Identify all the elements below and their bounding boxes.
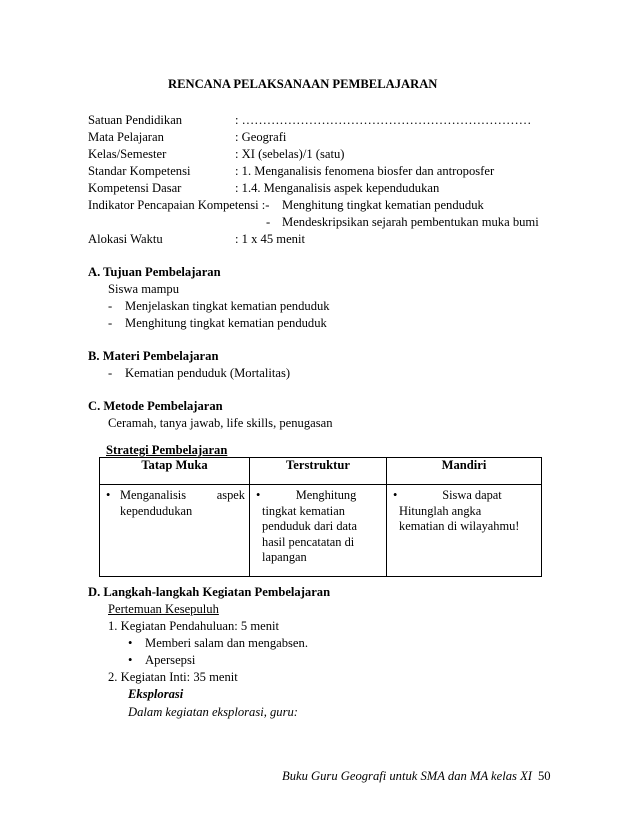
- identity-value: : 1.4. Menganalisis aspek kependudukan: [235, 181, 440, 195]
- table-row: [100, 485, 542, 577]
- pertemuan-title: Pertemuan Kesepuluh: [108, 602, 219, 616]
- list-item: Menjelaskan tingkat kematian penduduk: [125, 299, 330, 313]
- list-item: Memberi salam dan mengabsen.: [145, 636, 308, 650]
- bullet-icon: •: [128, 636, 133, 650]
- eksplorasi-text: Dalam kegiatan eksplorasi, guru:: [128, 705, 298, 719]
- list-item: Kematian penduduk (Mortalitas): [125, 366, 291, 380]
- alokasi-label: Alokasi Waktu: [88, 232, 163, 246]
- cell-line: kependudukan: [120, 503, 193, 518]
- cell-line: Menghitung: [295, 488, 357, 502]
- identity-label: Satuan Pendidikan: [88, 113, 183, 127]
- table-header-row: [100, 458, 542, 485]
- identity-value: : 1. Menganalisis fenomena biosfer dan antroposfer: [235, 164, 495, 178]
- eksplorasi-heading: Eksplorasi: [128, 687, 184, 701]
- indikator-dash: -: [266, 215, 271, 229]
- bullet-icon: •: [393, 488, 398, 502]
- cell-line: Menganalisis aspek: [120, 488, 245, 502]
- section-c-heading: C. Metode Pembelajaran: [88, 399, 223, 413]
- identity-value: : Geografi: [235, 130, 287, 144]
- section-c-text: Ceramah, tanya jawab, life skills, penugasan: [108, 416, 333, 430]
- identity-value: : XI (sebelas)/1 (satu): [235, 147, 345, 161]
- column-header: Mandiri: [387, 458, 542, 485]
- section-a-intro: Siswa mampu: [108, 282, 180, 296]
- indikator-item: Menghitung tingkat kematian penduduk: [282, 198, 484, 212]
- step-title: 1. Kegiatan Pendahuluan: 5 menit: [108, 619, 280, 633]
- list-item: Menghitung tingkat kematian penduduk: [125, 316, 327, 330]
- identity-value: : ……………………………………………………………: [235, 113, 532, 127]
- strategi-table: [99, 457, 542, 577]
- cell-line: penduduk dari data: [262, 519, 357, 533]
- section-a-heading: A. Tujuan Pembelajaran: [88, 265, 221, 279]
- identity-label: Kompetensi Dasar: [88, 181, 182, 195]
- list-dash: -: [108, 366, 113, 380]
- bullet-icon: •: [256, 488, 261, 502]
- alokasi-value: : 1 x 45 menit: [235, 232, 305, 246]
- step-title: 2. Kegiatan Inti: 35 menit: [108, 670, 238, 684]
- footer-book-title: Buku Guru Geografi untuk SMA dan MA kelas XI: [282, 769, 532, 783]
- table-cell: [250, 485, 387, 577]
- strategi-heading: Strategi Pembelajaran: [106, 443, 228, 457]
- bullet-icon: •: [106, 488, 111, 502]
- section-b-heading: B. Materi Pembelajaran: [88, 349, 219, 363]
- identity-label: Kelas/Semester: [88, 147, 167, 161]
- column-header: Tatap Muka: [100, 458, 250, 485]
- cell-line: tingkat kematian: [262, 503, 345, 518]
- page-title: RENCANA PELAKSANAAN PEMBELAJARAN: [168, 77, 438, 91]
- bullet-icon: •: [128, 653, 133, 667]
- section-d-heading: D. Langkah-langkah Kegiatan Pembelajaran: [88, 585, 331, 599]
- page-number: 50: [538, 769, 551, 783]
- identity-label: Mata Pelajaran: [88, 130, 164, 144]
- list-dash: -: [108, 299, 113, 313]
- column-header: Terstruktur: [250, 458, 387, 485]
- cell-line: Siswa dapat: [442, 488, 502, 502]
- indikator-label: Indikator Pencapaian Kompetensi :-: [88, 198, 270, 212]
- table-cell: [100, 485, 250, 577]
- list-dash: -: [108, 316, 113, 330]
- cell-line: lapangan: [262, 550, 307, 564]
- cell-line: kematian di wilayahmu!: [399, 519, 520, 533]
- cell-line: Hitunglah angka: [399, 503, 482, 518]
- indikator-item: Mendeskripsikan sejarah pembentukan muka bumi: [282, 215, 539, 229]
- table-cell: [387, 485, 542, 577]
- list-item: Apersepsi: [145, 653, 196, 667]
- cell-line: hasil pencatatan di: [262, 534, 355, 549]
- identity-label: Standar Kompetensi: [88, 164, 191, 178]
